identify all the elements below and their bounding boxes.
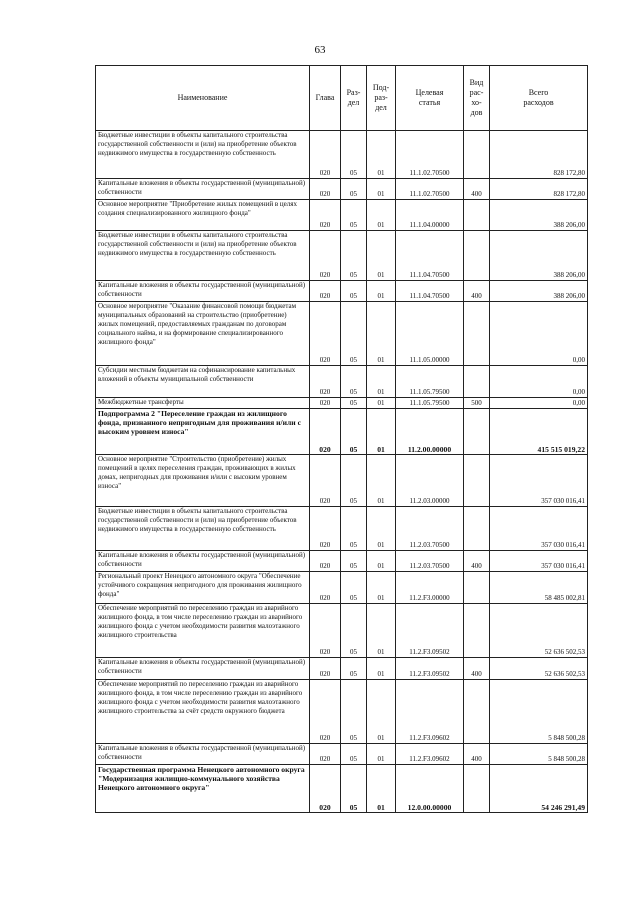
cell-total: 0,00 — [490, 366, 588, 398]
cell-target-article: 11.2.03.70500 — [396, 551, 464, 572]
table-row — [96, 744, 588, 765]
budget-table — [95, 65, 588, 813]
cell-total: 357 030 016,41 — [490, 455, 588, 507]
cell-expense-type — [464, 231, 490, 281]
cell-expense-type: 400 — [464, 744, 490, 765]
cell-total: 52 636 502,53 — [490, 604, 588, 658]
cell-podrazdel: 01 — [367, 302, 396, 366]
cell-total: 828 172,80 — [490, 131, 588, 179]
cell-expense-type — [464, 366, 490, 398]
cell-podrazdel: 01 — [367, 507, 396, 551]
cell-total: 357 030 016,41 — [490, 507, 588, 551]
header-name: Наименование — [96, 66, 310, 131]
cell-expense-type — [464, 200, 490, 231]
cell-razdel: 05 — [341, 302, 367, 366]
table-row — [96, 398, 588, 409]
cell-name: Основное мероприятие "Строительство (приобретение) жилых помещений в целях переселения граждан, проживающих в жилых домах, непригодных для проживания и/или с высоким уровнем износа" — [96, 455, 310, 507]
cell-name: Подпрограмма 2 "Переселение граждан из жилищного фонда, признанного непригодным для проживания и/или с высоким уровнем износа" — [96, 409, 310, 455]
table-row — [96, 131, 588, 179]
cell-razdel: 05 — [341, 680, 367, 744]
table-header-row — [96, 66, 588, 131]
cell-expense-type — [464, 131, 490, 179]
cell-target-article: 11.1.04.70500 — [396, 281, 464, 302]
cell-podrazdel: 01 — [367, 765, 396, 813]
cell-razdel: 05 — [341, 572, 367, 604]
cell-name: Обеспечение мероприятий по переселению граждан из аварийного жилищного фонда, в том числе переселению граждан из аварийного жилищного фонда с учетом необходимости развития малоэтажного жилищного строительства за счёт средств окружного бюджета — [96, 680, 310, 744]
header-razdel: Раз- дел — [341, 66, 367, 131]
cell-glava: 020 — [310, 551, 341, 572]
cell-glava: 020 — [310, 572, 341, 604]
table-body — [96, 131, 588, 813]
table-row — [96, 179, 588, 200]
table-row — [96, 281, 588, 302]
header-expense-type: Вид рас- хо- дов — [464, 66, 490, 131]
header-glava: Глава — [310, 66, 341, 131]
cell-target-article: 12.0.00.00000 — [396, 765, 464, 813]
cell-target-article: 11.1.05.79500 — [396, 366, 464, 398]
cell-glava: 020 — [310, 302, 341, 366]
cell-glava: 020 — [310, 507, 341, 551]
table-row — [96, 302, 588, 366]
cell-expense-type — [464, 680, 490, 744]
cell-name: Капитальные вложения в объекты государственной (муниципальной) собственности — [96, 658, 310, 680]
cell-name: Бюджетные инвестиции в объекты капитального строительства государственной собственности и (или) на приобретение объектов недвижимого имущества в государственную собственность — [96, 231, 310, 281]
cell-podrazdel: 01 — [367, 455, 396, 507]
cell-razdel: 05 — [341, 744, 367, 765]
cell-name: Обеспечение мероприятий по переселению граждан из аварийного жилищного фонда, в том числе переселению граждан из аварийного жилищного фонда с учетом необходимости развития малоэтажного жилищного строительства — [96, 604, 310, 658]
table-row — [96, 551, 588, 572]
cell-razdel: 05 — [341, 200, 367, 231]
table-row — [96, 507, 588, 551]
cell-razdel: 05 — [341, 551, 367, 572]
cell-glava: 020 — [310, 398, 341, 409]
cell-glava: 020 — [310, 200, 341, 231]
cell-name: Капитальные вложения в объекты государственной (муниципальной) собственности — [96, 551, 310, 572]
cell-target-article: 11.1.02.70500 — [396, 179, 464, 200]
cell-podrazdel: 01 — [367, 366, 396, 398]
header-target-article: Целевая статья — [396, 66, 464, 131]
cell-name: Субсидии местным бюджетам на софинансирование капитальных вложений в объекты муниципальной собственности — [96, 366, 310, 398]
cell-target-article: 11.1.05.79500 — [396, 398, 464, 409]
cell-podrazdel: 01 — [367, 572, 396, 604]
cell-glava: 020 — [310, 765, 341, 813]
cell-total: 388 206,00 — [490, 231, 588, 281]
cell-glava: 020 — [310, 658, 341, 680]
cell-podrazdel: 01 — [367, 281, 396, 302]
cell-target-article: 11.1.04.70500 — [396, 231, 464, 281]
cell-podrazdel: 01 — [367, 658, 396, 680]
cell-name: Региональный проект Ненецкого автономного округа "Обеспечение устойчивого сокращения непригодного для проживания жилищного фонда" — [96, 572, 310, 604]
cell-target-article: 11.2.00.00000 — [396, 409, 464, 455]
cell-expense-type — [464, 572, 490, 604]
cell-podrazdel: 01 — [367, 231, 396, 281]
cell-razdel: 05 — [341, 455, 367, 507]
cell-glava: 020 — [310, 366, 341, 398]
cell-razdel: 05 — [341, 507, 367, 551]
cell-total: 388 206,00 — [490, 200, 588, 231]
cell-total: 415 515 019,22 — [490, 409, 588, 455]
cell-total: 0,00 — [490, 302, 588, 366]
cell-expense-type — [464, 507, 490, 551]
cell-razdel: 05 — [341, 281, 367, 302]
table-row — [96, 200, 588, 231]
cell-total: 0,00 — [490, 398, 588, 409]
table-row — [96, 765, 588, 813]
cell-glava: 020 — [310, 231, 341, 281]
cell-name: Государственная программа Ненецкого автономного округа "Модернизация жилищно-коммунального хозяйства Ненецкого автономного округа" — [96, 765, 310, 813]
cell-expense-type — [464, 765, 490, 813]
cell-expense-type: 400 — [464, 179, 490, 200]
cell-podrazdel: 01 — [367, 604, 396, 658]
cell-total: 58 485 002,81 — [490, 572, 588, 604]
table-row — [96, 572, 588, 604]
table-row — [96, 409, 588, 455]
cell-target-article: 11.2.F3.09502 — [396, 658, 464, 680]
cell-razdel: 05 — [341, 366, 367, 398]
cell-razdel: 05 — [341, 179, 367, 200]
cell-total: 52 636 502,53 — [490, 658, 588, 680]
header-podrazdel: Под- раз- дел — [367, 66, 396, 131]
table-row — [96, 455, 588, 507]
cell-target-article: 11.2.F3.00000 — [396, 572, 464, 604]
cell-podrazdel: 01 — [367, 551, 396, 572]
table-row — [96, 658, 588, 680]
cell-target-article: 11.2.F3.09602 — [396, 680, 464, 744]
table-row — [96, 604, 588, 658]
cell-total: 5 848 500,28 — [490, 680, 588, 744]
cell-target-article: 11.2.03.00000 — [396, 455, 464, 507]
cell-glava: 020 — [310, 744, 341, 765]
cell-podrazdel: 01 — [367, 200, 396, 231]
cell-total: 388 206,00 — [490, 281, 588, 302]
cell-expense-type — [464, 604, 490, 658]
cell-razdel: 05 — [341, 658, 367, 680]
page-number: 63 — [314, 44, 326, 56]
cell-name: Капитальные вложения в объекты государственной (муниципальной) собственности — [96, 281, 310, 302]
cell-name: Бюджетные инвестиции в объекты капитального строительства государственной собственности и (или) на приобретение объектов недвижимого имущества в государственную собственность — [96, 507, 310, 551]
cell-total: 54 246 291,49 — [490, 765, 588, 813]
cell-total: 828 172,80 — [490, 179, 588, 200]
cell-target-article: 11.1.02.70500 — [396, 131, 464, 179]
cell-glava: 020 — [310, 131, 341, 179]
cell-total: 5 848 500,28 — [490, 744, 588, 765]
cell-name: Капитальные вложения в объекты государственной (муниципальной) собственности — [96, 744, 310, 765]
cell-target-article: 11.1.04.00000 — [396, 200, 464, 231]
cell-podrazdel: 01 — [367, 680, 396, 744]
header-total: Всего расходов — [490, 66, 588, 131]
cell-razdel: 05 — [341, 765, 367, 813]
table-row — [96, 680, 588, 744]
cell-podrazdel: 01 — [367, 398, 396, 409]
cell-podrazdel: 01 — [367, 744, 396, 765]
cell-razdel: 05 — [341, 604, 367, 658]
cell-name: Основное мероприятие "Приобретение жилых помещений в целях создания специализированного жилищного фонда" — [96, 200, 310, 231]
cell-razdel: 05 — [341, 398, 367, 409]
cell-glava: 020 — [310, 455, 341, 507]
cell-razdel: 05 — [341, 231, 367, 281]
cell-total: 357 030 016,41 — [490, 551, 588, 572]
cell-expense-type — [464, 455, 490, 507]
cell-name: Бюджетные инвестиции в объекты капитального строительства государственной собственности и (или) на приобретение объектов недвижимого имущества в государственную собственность — [96, 131, 310, 179]
cell-podrazdel: 01 — [367, 179, 396, 200]
cell-podrazdel: 01 — [367, 131, 396, 179]
cell-name: Основное мероприятие "Оказание финансовой помощи бюджетам муниципальных образований на строительство (приобретение) жилых помещений, предоставляемых гражданам по договорам социального найма, и на формирование специализированного жилищного фонда" — [96, 302, 310, 366]
cell-expense-type — [464, 409, 490, 455]
cell-glava: 020 — [310, 179, 341, 200]
cell-podrazdel: 01 — [367, 409, 396, 455]
cell-target-article: 11.2.F3.09602 — [396, 744, 464, 765]
table-row — [96, 231, 588, 281]
cell-razdel: 05 — [341, 409, 367, 455]
cell-expense-type: 500 — [464, 398, 490, 409]
cell-target-article: 11.1.05.00000 — [396, 302, 464, 366]
cell-name: Капитальные вложения в объекты государственной (муниципальной) собственности — [96, 179, 310, 200]
cell-expense-type: 400 — [464, 658, 490, 680]
cell-expense-type — [464, 302, 490, 366]
cell-expense-type: 400 — [464, 551, 490, 572]
cell-glava: 020 — [310, 409, 341, 455]
cell-target-article: 11.2.F3.09502 — [396, 604, 464, 658]
cell-expense-type: 400 — [464, 281, 490, 302]
cell-glava: 020 — [310, 680, 341, 744]
cell-name: Межбюджетные трансферты — [96, 398, 310, 409]
cell-razdel: 05 — [341, 131, 367, 179]
table-row — [96, 366, 588, 398]
cell-target-article: 11.2.03.70500 — [396, 507, 464, 551]
cell-glava: 020 — [310, 281, 341, 302]
cell-glava: 020 — [310, 604, 341, 658]
